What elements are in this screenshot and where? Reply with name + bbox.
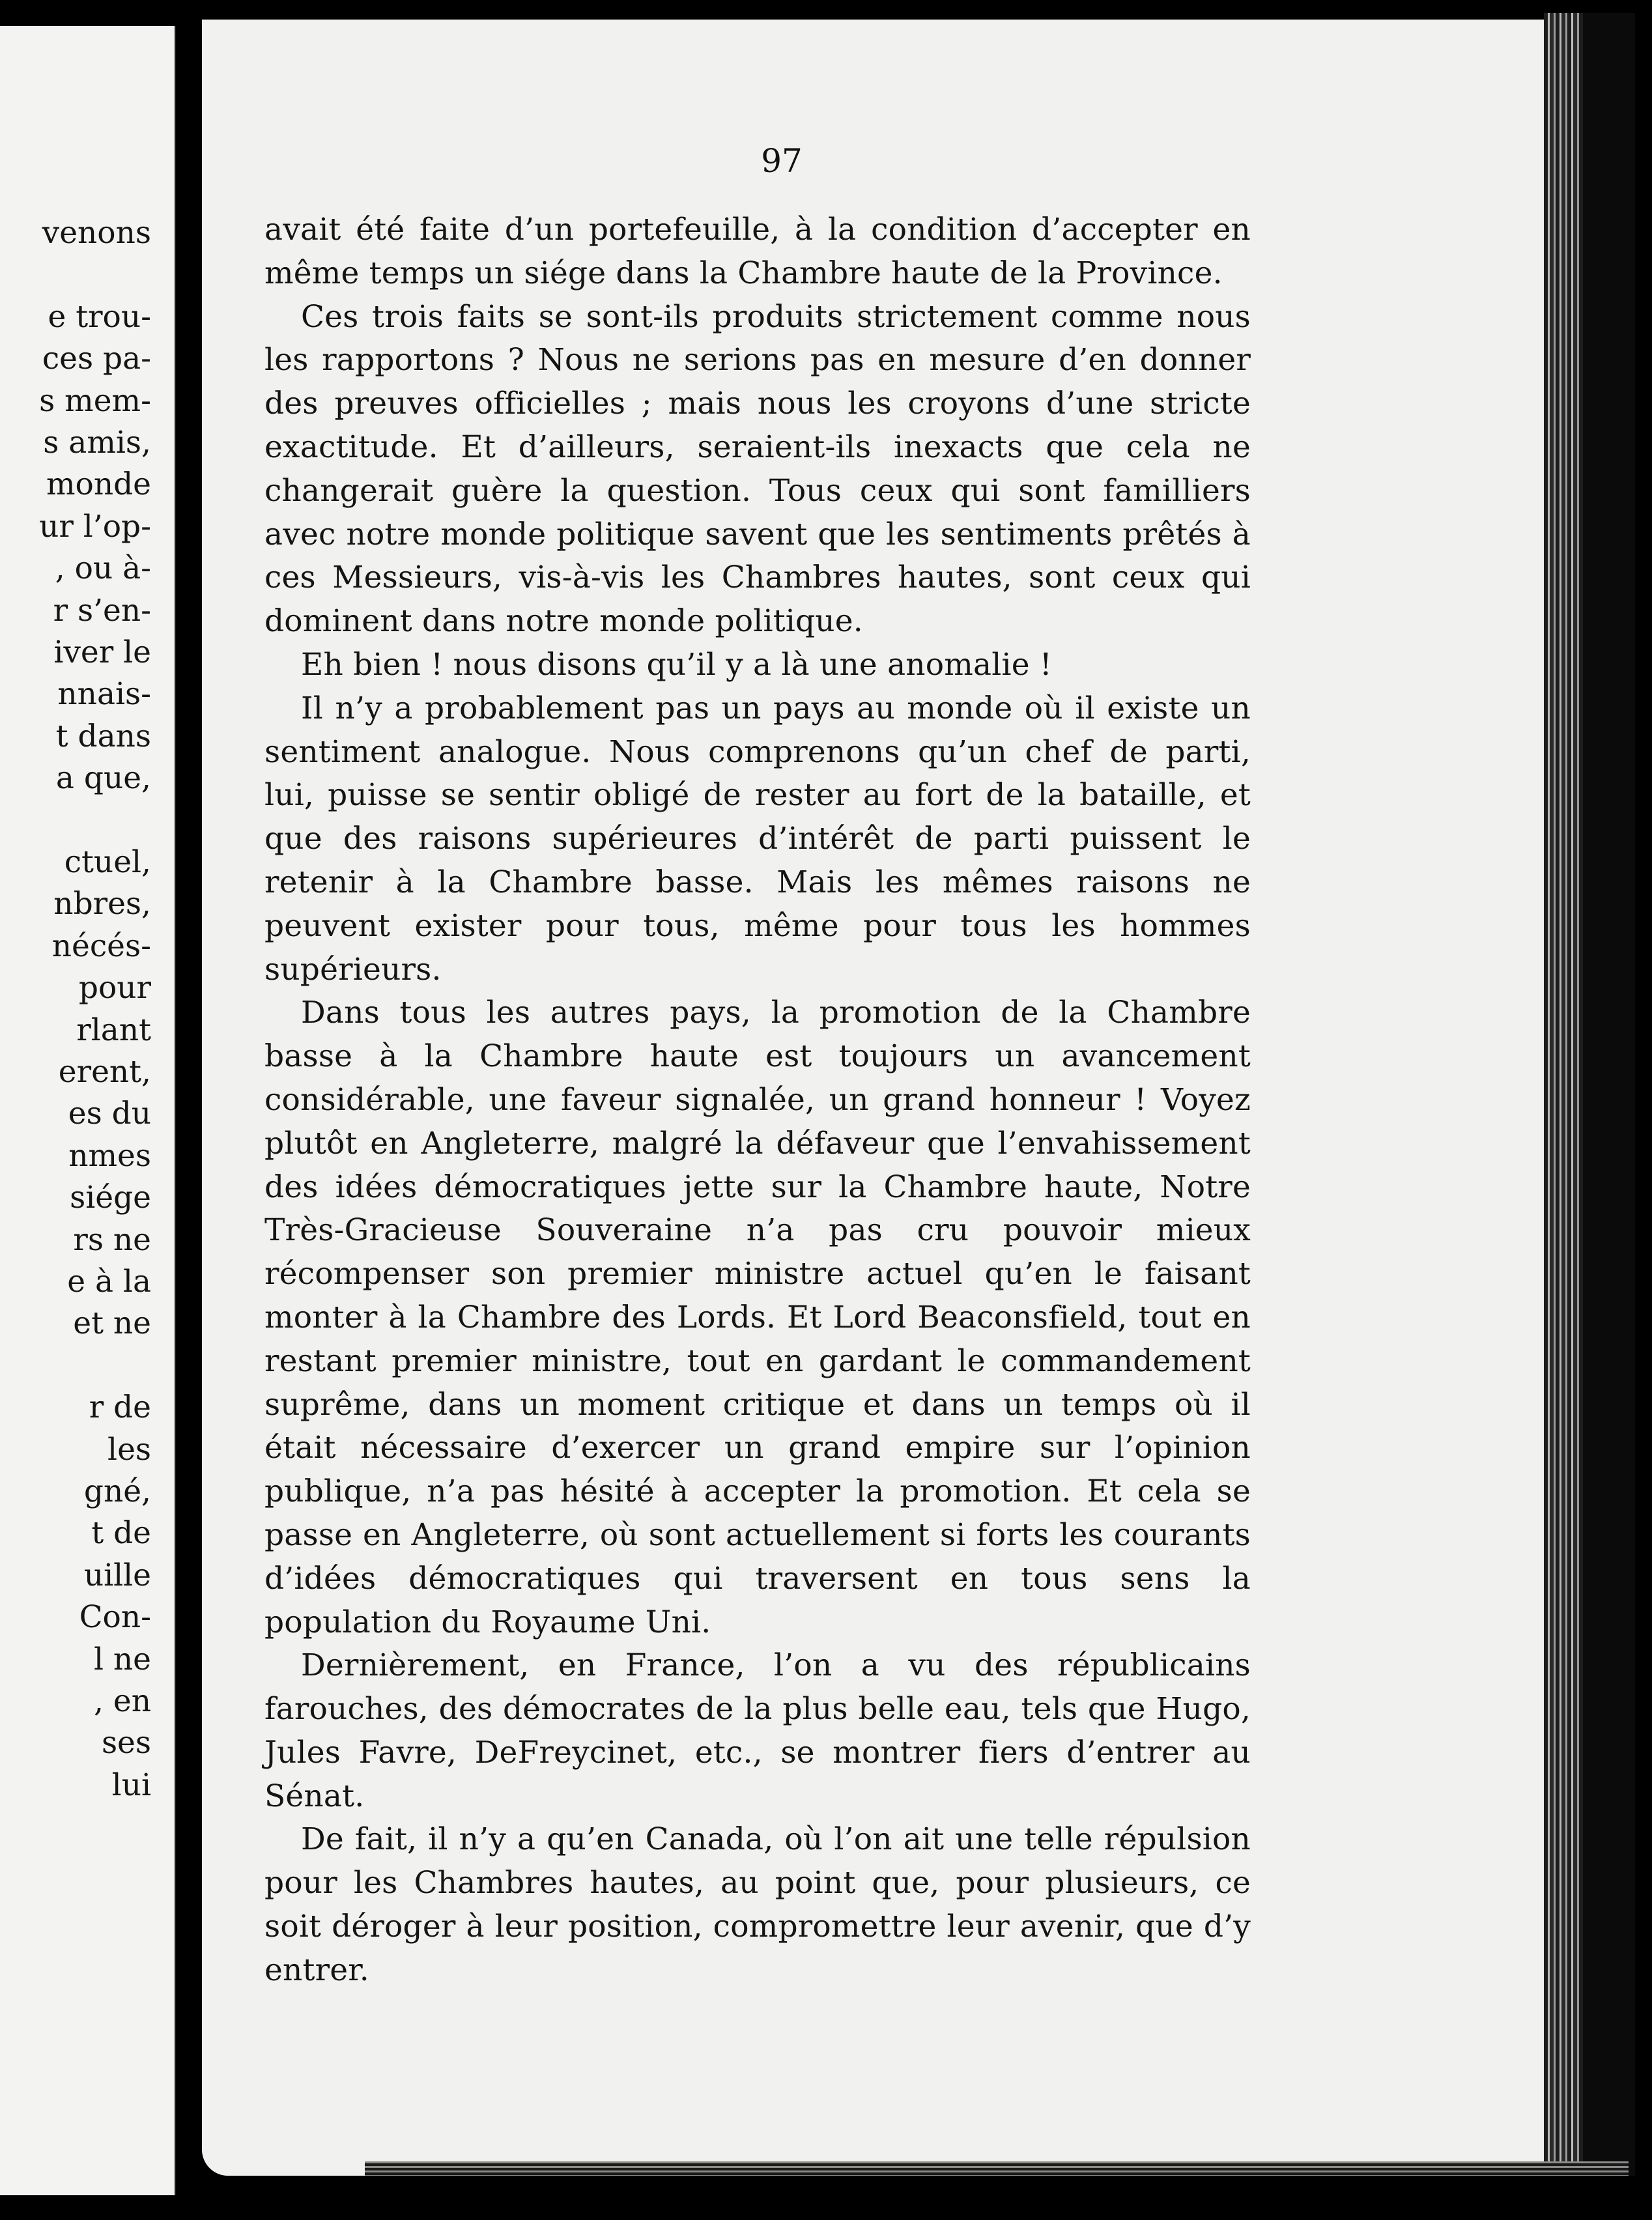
paragraph: De fait, il n’y a qu’en Canada, où l’on ait une telle répulsion pour les Chambres hautes, au point que, pour plusieurs, ce soit déroger à leur position, compromettre leur avenir, que d’y entrer.: [264, 1821, 1251, 1988]
left-page-line-fragment: ses: [101, 1725, 151, 1761]
book-gutter: [176, 0, 203, 2220]
left-page-line-fragment: s mem-: [39, 382, 151, 419]
left-page-line-fragment: rlant: [76, 1012, 151, 1048]
left-page-line-fragment: pour: [78, 970, 151, 1006]
left-page-line-fragment: lui: [111, 1767, 151, 1803]
paragraph: Il n’y a probablement pas un pays au monde où il existe un sentiment analogue. Nous comprenons qu’un chef de parti, lui, puisse se sentir obligé de rester au fort de la bataille, et que des raisons supérieures d’intérêt de parti puissent le retenir à la Chambre basse. Mais les mêmes raisons ne peuvent exister pour tous, même pour tous les hommes supérieurs.: [264, 690, 1251, 988]
left-page-line-fragment: siége: [70, 1180, 151, 1216]
left-page-line-fragment: Con-: [79, 1599, 151, 1636]
left-page-line-fragment: et ne: [73, 1305, 151, 1342]
left-page-line-fragment: e trou-: [48, 298, 151, 335]
page-bottom-edges: [365, 2161, 1629, 2176]
left-page-line-fragment: a que,: [55, 760, 151, 797]
left-page-line-fragment: s amis,: [43, 425, 151, 461]
left-page-line-fragment: , en: [94, 1683, 151, 1719]
left-page-line-fragment: ces pa-: [42, 341, 151, 377]
main-page: [202, 20, 1544, 2176]
paragraph: Ces trois faits se sont-ils produits strictement comme nous les rapportons ? Nous ne serions pas en mesure d’en donner des preuves officielles ; mais nous les croyons d’une stricte exactitude. Et d’ailleurs, seraient-ils inexacts que cela ne changerait guère la question. Tous ceux qui sont familliers avec notre monde politique savent que les sentiments prêtés à ces Messieurs, vis-à-vis les Chambres hautes, sont ceux qui dominent dans notre monde politique.: [264, 298, 1251, 640]
left-page-line-fragment: monde: [46, 466, 151, 503]
left-page-line-fragment: r s’en-: [53, 592, 151, 629]
left-page-line-fragment: gné,: [83, 1473, 151, 1509]
left-page-line-fragment: nnais-: [57, 676, 151, 713]
left-page-line-fragment: uille: [83, 1557, 151, 1593]
left-page-line-fragment: les: [107, 1431, 151, 1468]
left-page-line-fragment: iver le: [53, 634, 151, 670]
page-number: 97: [761, 142, 803, 180]
paragraph: Eh bien ! nous disons qu’il y a là une anomalie !: [301, 646, 1052, 683]
left-page-line-fragment: nmes: [68, 1137, 151, 1174]
left-page-line-fragment: t de: [91, 1515, 151, 1552]
left-page-line-fragment: e à la: [67, 1264, 151, 1300]
left-page-line-fragment: es du: [68, 1096, 151, 1132]
left-page-line-fragment: ctuel,: [64, 844, 151, 880]
paragraph: Dans tous les autres pays, la promotion de la Chambre basse à la Chambre haute est toujours un avancement considérable, une faveur signalée, un grand honneur ! Voyez plutôt en Angleterre, malgré la défaveur que l’envahissement des idées démocratiques jette sur la Chambre haute, Notre Très-Gracieuse Souveraine n’a pas cru pouvoir mieux récompenser son premier ministre actuel qu’en le faisant monter à la Chambre des Lords. Et Lord Beaconsfield, tout en restant premier ministre, tout en gardant le commandement suprême, dans un moment critique et dans un temps où il était nécessaire d’exercer un grand empire sur l’opinion publique, n’a pas hésité à accepter la promotion. Et cela se passe en Angleterre, où sont actuellement si forts les courants d’idées démocratiques qui traversent en tous sens la population du Royaume Uni.: [264, 995, 1251, 1640]
left-facing-page: [0, 26, 178, 2195]
left-page-line-fragment: , ou à-: [55, 550, 151, 587]
page-edges-stack: [1544, 13, 1635, 2176]
left-page-line-fragment: l ne: [93, 1641, 151, 1677]
left-page-line-fragment: erent,: [58, 1054, 151, 1090]
page-body-text: [264, 208, 1251, 1993]
paragraph: avait été faite d’un portefeuille, à la condition d’accepter en même temps un siége dans la Chambre haute de la Province.: [264, 212, 1251, 291]
left-page-line-fragment: venons: [42, 215, 151, 251]
left-page-line-fragment: t dans: [55, 718, 151, 754]
left-page-line-fragment: nécés-: [51, 928, 151, 964]
left-page-line-fragment: ur l’op-: [39, 508, 151, 545]
paragraph: Dernièrement, en France, l’on a vu des républicains farouches, des démocrates de la plus belle eau, tels que Hugo, Jules Favre, DeFreycinet, etc., se montrer fiers d’entrer au Sénat.: [264, 1647, 1251, 1814]
left-page-line-fragment: rs ne: [73, 1221, 151, 1258]
left-page-line-fragment: nbres,: [53, 886, 151, 922]
left-page-line-fragment: r de: [89, 1389, 151, 1426]
